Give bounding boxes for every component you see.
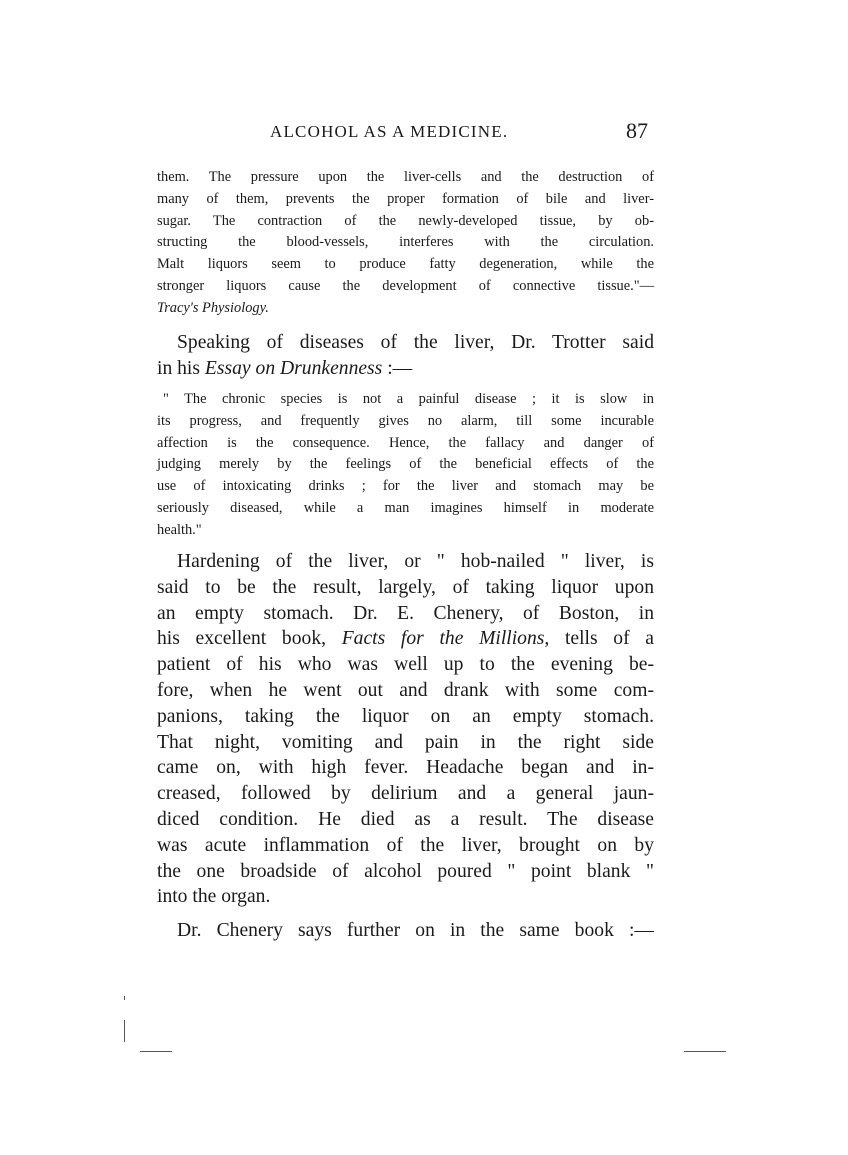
text-line: them. The pressure upon the liver-cells and the destruction of	[157, 169, 654, 185]
text-line: many of them, prevents the proper formation of bile and liver-	[157, 190, 654, 207]
text-line: sugar. The contraction of the newly-developed tissue, by ob-	[157, 212, 654, 229]
text-line: stronger liquors cause the development of connective tissue."—	[157, 277, 654, 294]
text-line: Hardening of the liver, or " hob-nailed " liver, is	[177, 551, 654, 572]
text-line: patient of his who was well up to the evening be-	[157, 654, 654, 676]
text-line: an empty stomach. Dr. E. Chenery, of Boston, in	[157, 602, 654, 624]
paragraph-chenery-further	[157, 918, 654, 944]
text-line: That night, vomiting and pain in the right side	[157, 731, 654, 753]
text-line: judging merely by the feelings of the beneficial effects of the	[157, 456, 654, 473]
book-title: Essay on Drunkenness	[204, 357, 383, 379]
text-line: seriously diseased, while a man imagines himself in moderate	[157, 499, 654, 516]
text-line: panions, taking the liquor on an empty stomach.	[157, 705, 654, 727]
page-number: 87	[626, 118, 648, 143]
text-line: came on, with high fever. Headache began and in-	[157, 757, 654, 779]
quote-source: Tracy's Physiology.	[157, 299, 269, 316]
text-line: " The chronic species is not a painful disease ; it is slow in	[163, 391, 654, 407]
running-title: ALCOHOL AS A MEDICINE.	[270, 122, 509, 141]
paragraph-hardening	[157, 549, 654, 910]
text-line: use of intoxicating drinks ; for the liver and stomach may be	[157, 478, 654, 495]
text-line: its progress, and frequently gives no alarm, till some incurable	[157, 412, 654, 429]
text-line: said to be the result, largely, of taking liquor upon	[157, 576, 654, 598]
quote-trotter	[157, 389, 654, 542]
text-line: was acute inflammation of the liver, brought on by	[157, 834, 654, 856]
text-line: Malt liquors seem to produce fatty degeneration, while the	[157, 256, 654, 273]
text-line: fore, when he went out and drank with some com-	[157, 679, 654, 701]
text-line: in his Essay on Drunkenness :—	[157, 357, 413, 379]
text-line: health."	[157, 521, 202, 538]
text-line: structing the blood-vessels, interferes with the circulation.	[157, 234, 654, 251]
scan-mark-bottom-left	[140, 1051, 172, 1052]
book-title: Facts for the Millions	[341, 628, 545, 650]
quote-tracy-physiology	[157, 167, 654, 320]
scan-mark-left-vertical	[124, 1020, 125, 1042]
scan-mark-left-dot	[124, 996, 125, 1000]
text-line: diced condition. He died as a result. The disease	[157, 808, 654, 830]
text-line: his excellent book, Facts for the Millions, tells of a	[157, 628, 654, 650]
text-line: creased, followed by delirium and a general jaun-	[157, 783, 654, 805]
text-line: Speaking of diseases of the liver, Dr. Trotter said	[177, 332, 654, 353]
text-line: Dr. Chenery says further on in the same book :—	[177, 920, 654, 941]
paragraph-trotter	[157, 330, 654, 382]
text-line: the one broadside of alcohol poured " point blank "	[157, 860, 654, 882]
text-line: into the organ.	[157, 886, 271, 908]
text-line: affection is the consequence. Hence, the fallacy and danger of	[157, 434, 654, 451]
scan-mark-bottom-right	[684, 1051, 726, 1052]
